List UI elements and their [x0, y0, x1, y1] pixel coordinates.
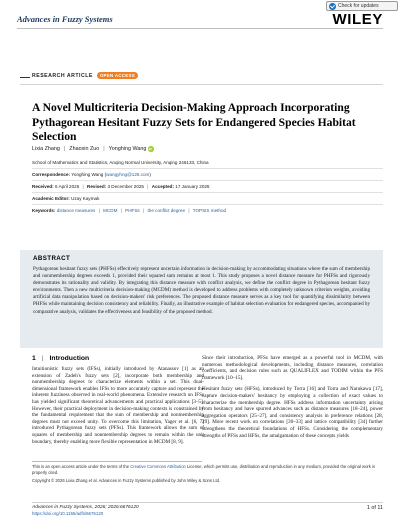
header-divider [17, 28, 383, 29]
correspondence-text: Yonghing Wang ( [71, 172, 107, 177]
section-title: Introduction [49, 355, 90, 362]
meta-divider [32, 180, 383, 181]
editor-label: Academic Editor: [32, 196, 70, 201]
accepted-date: 17 January 2026 [175, 184, 210, 189]
license-text: License, which permits use, distribution and reproduction in any medium, provided the original work is properly cited. [32, 464, 376, 475]
footnote-divider [32, 461, 202, 462]
check-icon [329, 3, 336, 10]
meta-divider [32, 192, 383, 193]
section-number: 1 [32, 355, 36, 362]
license-note [32, 464, 384, 475]
paragraph: Intuitionistic fuzzy sets (IFSs), initially introduced by Atanassov [1] as an extension of Zadeh's fuzzy sets [2], incorporate both membership and nonmembership degrees to characterize elements within a set. This dual-dimensional framework enables IFSs to more accurately capture and represent the inherent fuzziness observed in real-world phenomena. Extensive research on IFSs has yielded significant theoretical advancements and practical applications [3–5]. However, their practical deployment in decision-making contexts is constrained by the fundamental requirement that the sum of membership and nonmembership degrees must not exceed unity. To overcome this limitation, Yager et al. [6, 7] introduced Pythagorean fuzzy sets (PFSs). This framework allows the sum of squares of membership and nonmembership degrees to remain within the unit boundary, thereby enabling more flexible representation in MCDM [8, 9]. [32, 366, 204, 445]
body-column-left [32, 355, 204, 450]
author-separator: | [103, 146, 105, 152]
check-for-updates-button[interactable] [326, 1, 398, 11]
keywords-line [32, 208, 226, 213]
revised-date: 3 December 2025 [107, 184, 144, 189]
author-name[interactable]: Lixia Zhang [32, 146, 60, 152]
keyword-link[interactable]: MCDM [103, 208, 118, 213]
author-name[interactable]: Yonghing Wang [108, 146, 147, 152]
paragraph: Since their introduction, PFSs have emerged as a powerful tool in MCDM, with numerous methodological developments, including distance measures, correlation coefficients, and decision rules such as QUALIFLEX and TODIM within the PFS framework [10–15]. [202, 355, 383, 381]
correspondence-label: Correspondence: [32, 172, 71, 177]
section-heading-separator: | [41, 355, 44, 362]
doi-link[interactable]: https://doi.org/10.1155/adfs/6676120 [32, 511, 104, 516]
article-type-divider [20, 84, 383, 85]
section-heading [32, 355, 204, 362]
date-separator: | [82, 184, 84, 189]
journal-name: Advances in Fuzzy Systems [17, 14, 113, 24]
correspondence-email-link[interactable]: wangyhng@126.com [106, 172, 150, 177]
accepted-label: Accepted: [151, 184, 174, 189]
correspondence-line [32, 172, 151, 177]
keyword-separator: | [120, 208, 122, 213]
editor-name: Uzay Kaymak [71, 196, 100, 201]
received-date: 6 April 2025 [55, 184, 80, 189]
keyword-link[interactable]: distance measures [56, 208, 96, 213]
copyright-note: Copyright © 2026 Lixia Zhang et al. Advances in Fuzzy Systems published by John Wiley & Sons Ltd. [32, 478, 221, 483]
affiliation: School of Mathematics and Statistics, Anqing Normal University, Anqing 246133, China [32, 160, 209, 165]
keywords-label: Keywords: [32, 208, 56, 213]
author-name[interactable]: Zhaoxin Zuo [69, 146, 100, 152]
meta-divider [32, 168, 383, 169]
keyword-separator: | [143, 208, 145, 213]
keyword-link[interactable]: TOPSIS method [192, 208, 227, 213]
article-type-label: RESEARCH ARTICLE [32, 72, 93, 79]
body-column-right [202, 355, 383, 444]
abstract-heading: ABSTRACT [33, 255, 71, 262]
keyword-separator: | [188, 208, 190, 213]
date-separator: | [147, 184, 149, 189]
author-list [32, 146, 154, 152]
paragraph: Hesitant fuzzy sets (HFSs), introduced by Torra [16] and Torra and Narukawa [17], capture decision-makers' hesitancy by employing a collection of exact values to characterize the membership degree. HFSs address information uncertainty arising from hesitancy and have spurred advances such as distance measures [18–24], power aggregation operators [25–27], and consistency analysis in preference relations [28, 29]. More recent work on correlations [30–33] and lattice compatibility [34] further strengthens the theoretical foundations of HFSs. Considering the complementary strengths of PFSs and HFSs, the amalgamation of these concepts yields [202, 386, 383, 439]
footer-divider [32, 502, 383, 503]
abstract-text: Pythagorean hesitant fuzzy sets (PHFSs) effectively represent uncertain information in decision-making by accommodating situations where the sum of membership and nonmembership degrees exceeds 1, provided their squared sum remains at most 1. This study proposes a novel distance measure for PHFSs and rigorously demonstrates its rationality and validity. By integrating this distance measure with conflict analysis, we define the conflict degree in Pythagorean hesitant fuzzy environments. Then a new multicriteria decision-making (MCDM) method is developed to address problems with completely unknown criterion weights, avoiding artificial data manipulation based on decision-makers' risk preferences. The proposed distance measure serves as a key tool for quantifying dissimilarity between PHFSs while maintaining decision consistency and reliability. Finally, an illustrative example of habitat selection evaluation for endangered species, accompanied by comparative analysis, validates the effectiveness and feasibility of the proposed method. [33, 266, 370, 315]
correspondence-close: ) [149, 172, 151, 177]
keyword-separator: | [98, 208, 100, 213]
footer-citation: Advances in Fuzzy Systems, 2026; 2026:6676120 [32, 505, 139, 510]
article-type-row [32, 72, 138, 79]
article-title: A Novel Multicriteria Decision-Making Approach Incorporating Pythagorean Hesitant Fuzzy Sets for Endangered Species Habitat Selection [32, 101, 356, 143]
open-access-badge: OPEN ACCESS [97, 72, 138, 79]
orcid-icon[interactable] [148, 146, 154, 152]
abstract-box [20, 250, 383, 348]
keyword-link[interactable]: the conflict degree [147, 208, 186, 213]
license-link[interactable]: Creative Commons Attribution [130, 464, 186, 469]
body-text [32, 366, 204, 445]
received-label: Received: [32, 184, 54, 189]
license-text: This is an open access article under the terms of the [32, 464, 131, 469]
article-type-marker [20, 77, 30, 78]
author-separator: | [63, 146, 66, 152]
publisher-logo: WILEY [332, 11, 383, 28]
keyword-link[interactable]: PHFSs [125, 208, 140, 213]
page-number: 1 of 11 [366, 505, 383, 511]
revised-label: Revised: [87, 184, 107, 189]
body-text [202, 355, 383, 439]
dates-line [32, 184, 210, 189]
check-for-updates-label: Check for updates [338, 3, 379, 9]
editor-line [32, 196, 99, 201]
meta-divider [32, 204, 383, 205]
